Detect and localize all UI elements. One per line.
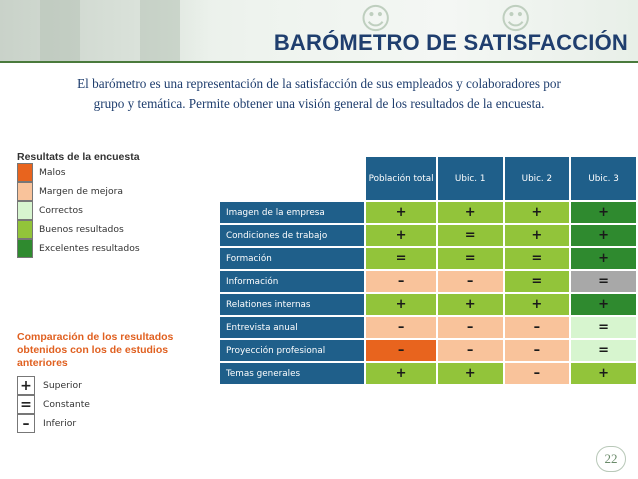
rating-cell — [437, 293, 504, 316]
rating-cell — [437, 224, 504, 247]
rating-cell — [504, 339, 571, 362]
legend-label: Excelentes resultados — [39, 243, 140, 254]
legend-label: Correctos — [39, 205, 83, 216]
legend-label: Margen de mejora — [39, 186, 123, 197]
plus-icon: + — [598, 251, 610, 266]
plus-icon: + — [531, 297, 543, 312]
legend-label: Malos — [39, 167, 66, 178]
rating-cell — [504, 362, 571, 385]
table-row — [219, 316, 637, 339]
page-number: 22 — [596, 446, 626, 472]
column-header: Ubic. 3 — [570, 156, 637, 201]
plus-icon: + — [464, 205, 476, 220]
minus-icon: – — [533, 366, 541, 381]
stick-figure-icon: ☺ — [500, 2, 532, 37]
rating-cell — [504, 247, 571, 270]
plus-icon: + — [17, 376, 35, 395]
legend-item — [17, 220, 140, 239]
rating-cell — [437, 362, 504, 385]
plus-icon: + — [464, 297, 476, 312]
plus-icon: + — [598, 297, 610, 312]
minus-icon: – — [533, 320, 541, 335]
minus-icon: – — [466, 274, 474, 289]
minus-icon: – — [397, 274, 405, 289]
row-label: Entrevista anual — [219, 316, 365, 339]
equals-icon: = — [531, 274, 543, 289]
legend-swatch — [17, 239, 33, 258]
header-rule — [0, 61, 638, 63]
minus-icon: – — [397, 320, 405, 335]
lapel-right — [140, 0, 180, 62]
table-row — [219, 224, 637, 247]
table-row — [219, 270, 637, 293]
rating-cell — [437, 339, 504, 362]
row-label: Condiciones de trabajo — [219, 224, 365, 247]
comparison-label: Superior — [43, 380, 82, 391]
table-row — [219, 362, 637, 385]
minus-icon: – — [533, 343, 541, 358]
rating-cell — [570, 270, 637, 293]
rating-cell — [570, 293, 637, 316]
plus-icon: + — [395, 228, 407, 243]
rating-cell — [365, 224, 436, 247]
row-label: Formación — [219, 247, 365, 270]
rating-cell — [365, 293, 436, 316]
comparison-item — [17, 414, 90, 433]
rating-cell — [437, 270, 504, 293]
plus-icon: + — [464, 366, 476, 381]
row-label: Proyección profesional — [219, 339, 365, 362]
rating-cell — [365, 201, 436, 224]
legend-item — [17, 239, 140, 258]
legend-item — [17, 163, 140, 182]
rating-cell — [570, 362, 637, 385]
rating-cell — [437, 247, 504, 270]
comparison-item — [17, 376, 90, 395]
rating-cell — [570, 201, 637, 224]
rating-cell — [570, 339, 637, 362]
rating-cell — [365, 270, 436, 293]
rating-cell — [570, 316, 637, 339]
rating-cell — [504, 201, 571, 224]
comparison-title: Comparación de los resultados obtenidos con los de estudios anteriores — [17, 331, 174, 369]
comparison-label: Constante — [43, 399, 90, 410]
row-label: Temas generales — [219, 362, 365, 385]
rating-cell — [365, 339, 436, 362]
legend-title: Resultats de la encuesta — [17, 151, 140, 163]
barometer-table — [218, 155, 638, 386]
results-legend — [17, 163, 140, 258]
equals-icon: = — [464, 228, 476, 243]
equals-icon: = — [598, 320, 610, 335]
equals-icon: = — [17, 395, 35, 414]
comparison-legend — [17, 376, 90, 433]
intro-text — [18, 74, 620, 114]
legend-swatch — [17, 201, 33, 220]
header-banner — [0, 0, 638, 62]
intro-line: El barómetro es una representación de la satisfacción de sus empleados y colaboradores por — [77, 76, 561, 91]
rating-cell — [365, 247, 436, 270]
plus-icon: + — [395, 205, 407, 220]
rating-cell — [437, 316, 504, 339]
row-label: Imagen de la empresa — [219, 201, 365, 224]
rating-cell — [504, 270, 571, 293]
stick-figure-icon: ☺ — [360, 2, 392, 37]
legend-item — [17, 201, 140, 220]
rating-cell — [437, 201, 504, 224]
legend-swatch — [17, 163, 33, 182]
rating-cell — [365, 362, 436, 385]
plus-icon: + — [598, 366, 610, 381]
equals-icon: = — [598, 343, 610, 358]
plus-icon: + — [598, 228, 610, 243]
legend-item — [17, 182, 140, 201]
table-row — [219, 293, 637, 316]
plus-icon: + — [395, 297, 407, 312]
minus-icon: – — [397, 343, 405, 358]
column-header: Ubic. 2 — [504, 156, 571, 201]
legend-swatch — [17, 182, 33, 201]
equals-icon: = — [598, 274, 610, 289]
legend-label: Buenos resultados — [39, 224, 124, 235]
table-corner — [219, 156, 365, 201]
rating-cell — [570, 247, 637, 270]
minus-icon: – — [466, 320, 474, 335]
comparison-label: Inferior — [43, 418, 77, 429]
intro-line: grupo y temática. Permite obtener una visión general de los resultados de la encuesta. — [93, 96, 545, 111]
column-header: Ubic. 1 — [437, 156, 504, 201]
minus-icon: – — [466, 343, 474, 358]
equals-icon: = — [531, 251, 543, 266]
column-header: Población total — [365, 156, 436, 201]
legend-swatch — [17, 220, 33, 239]
rating-cell — [365, 316, 436, 339]
table-row — [219, 247, 637, 270]
rating-cell — [504, 293, 571, 316]
rating-cell — [504, 316, 571, 339]
plus-icon: + — [531, 228, 543, 243]
rating-cell — [570, 224, 637, 247]
equals-icon: = — [464, 251, 476, 266]
minus-icon: – — [17, 414, 35, 433]
table-row — [219, 201, 637, 224]
table-header-row — [219, 156, 637, 201]
row-label: Información — [219, 270, 365, 293]
page-title: BARÓMETRO DE SATISFACCIÓN — [273, 30, 628, 55]
rating-cell — [504, 224, 571, 247]
row-label: Relationes internas — [219, 293, 365, 316]
plus-icon: + — [395, 366, 407, 381]
plus-icon: + — [531, 205, 543, 220]
plus-icon: + — [598, 205, 610, 220]
table-body — [219, 201, 637, 385]
comparison-item — [17, 395, 90, 414]
lapel-left — [40, 0, 80, 62]
table-row — [219, 339, 637, 362]
equals-icon: = — [395, 251, 407, 266]
